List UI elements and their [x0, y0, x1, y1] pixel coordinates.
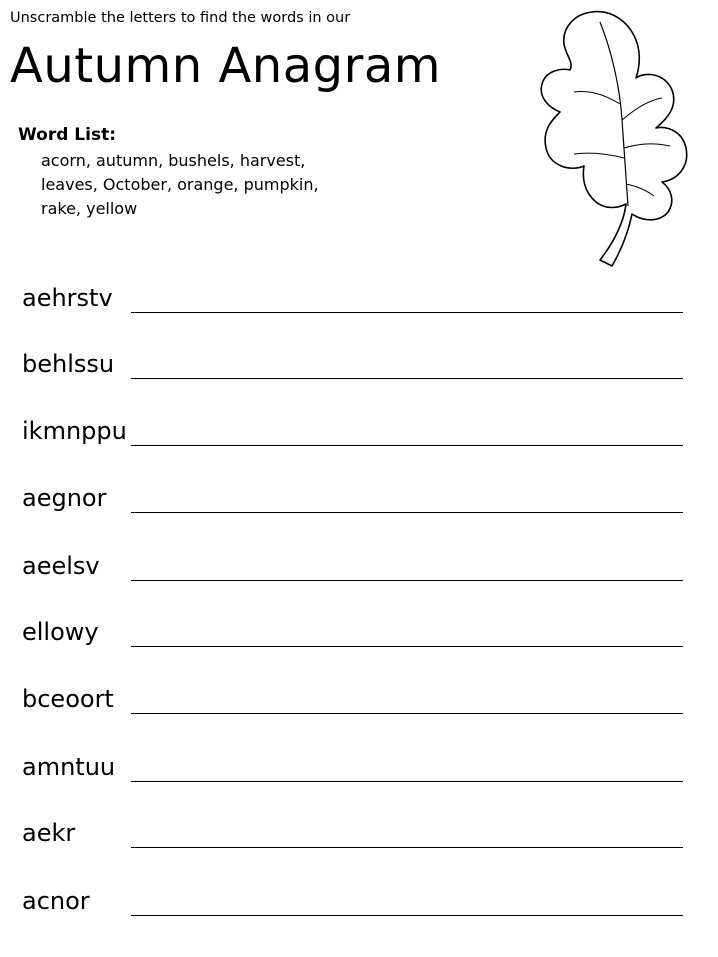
anagram-row [0, 821, 718, 861]
scrambled-word: ikmnppu [22, 417, 127, 445]
scrambled-word: aeelsv [22, 552, 100, 580]
scrambled-word: aehrstv [22, 284, 113, 312]
anagram-row [0, 286, 718, 326]
answer-line[interactable] [131, 445, 683, 446]
word-list-line: leaves, October, orange, pumpkin, [41, 175, 319, 194]
anagram-row [0, 352, 718, 392]
instructions-text: Unscramble the letters to find the words in our [10, 10, 351, 26]
word-list-line: rake, yellow [41, 199, 138, 218]
answer-line[interactable] [131, 713, 683, 714]
scrambled-word: aekr [22, 819, 76, 847]
scrambled-word: amntuu [22, 753, 116, 781]
anagram-row [0, 755, 718, 795]
word-list-label: Word List: [18, 125, 116, 145]
oak-leaf-icon [534, 8, 694, 270]
answer-line[interactable] [131, 915, 683, 916]
word-list [41, 149, 319, 221]
answer-line[interactable] [131, 512, 683, 513]
answer-line[interactable] [131, 580, 683, 581]
anagram-row [0, 554, 718, 594]
anagram-row [0, 889, 718, 929]
answer-line[interactable] [131, 378, 683, 379]
scrambled-word: aegnor [22, 484, 107, 512]
word-list-line: acorn, autumn, bushels, harvest, [41, 151, 306, 170]
answer-line[interactable] [131, 781, 683, 782]
scrambled-word: acnor [22, 887, 90, 915]
scrambled-word: behlssu [22, 350, 115, 378]
scrambled-word: ellowy [22, 618, 99, 646]
answer-line[interactable] [131, 646, 683, 647]
page-title: Autumn Anagram [10, 38, 441, 94]
answer-line[interactable] [131, 312, 683, 313]
anagram-row [0, 687, 718, 727]
anagram-row [0, 486, 718, 526]
anagram-row [0, 419, 718, 459]
scrambled-word: bceoort [22, 685, 114, 713]
anagram-row [0, 620, 718, 660]
answer-line[interactable] [131, 847, 683, 848]
